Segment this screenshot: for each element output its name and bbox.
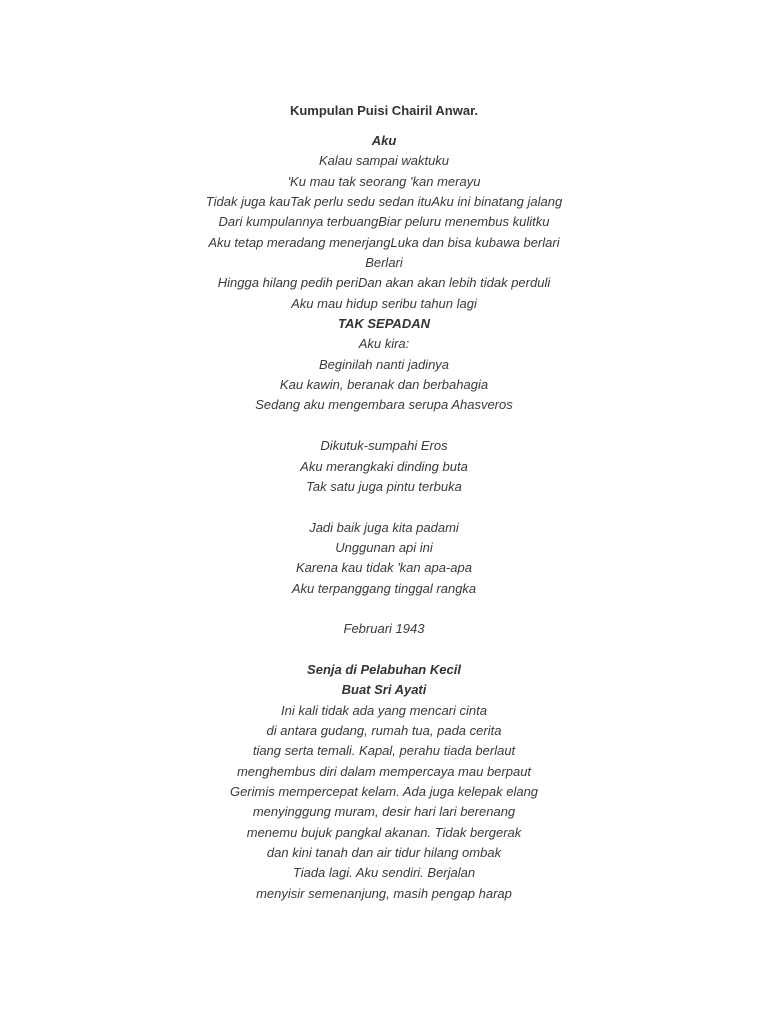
- poem-line: Beginilah nanti jadinya: [318, 356, 450, 372]
- poem-line: Hingga hilang pedih periDan akan akan lebih tidak perduli: [217, 275, 551, 291]
- poem-line: Aku kira:: [358, 336, 410, 352]
- poem-line: Kalau sampai waktuku: [318, 153, 450, 169]
- poem-line: Tak satu juga pintu terbuka: [306, 478, 462, 494]
- poem-line: Gerimis mempercepat kelam. Ada juga kelepak elang: [229, 784, 539, 799]
- poem-line: Unggunan api ini: [335, 539, 433, 555]
- poem-line: 'Ku mau tak seorang 'kan merayu: [287, 173, 481, 189]
- poem-line: Dikutuk-sumpahi Eros: [320, 438, 448, 454]
- poem-heading: Buat Sri Ayati: [341, 682, 427, 698]
- poem-line: di antara gudang, rumah tua, pada cerita: [266, 722, 502, 738]
- poem-line: Tiada lagi. Aku sendiri. Berjalan: [292, 865, 476, 881]
- blank-line: [0, 640, 768, 660]
- poem-heading: TAK SEPADAN: [338, 316, 430, 332]
- poem-line: menghembus diri dalam mempercaya mau berpaut: [236, 763, 532, 779]
- poem-line: dan kini tanah dan air tidur hilang ombak: [266, 845, 502, 861]
- poem-line: Jadi baik juga kita padami: [309, 519, 459, 535]
- document-title: Kumpulan Puisi Chairil Anwar.: [289, 103, 479, 118]
- poem-line: Aku merangkaki dinding buta: [300, 458, 468, 474]
- poem-line: Tidak juga kauTak perlu sedu sedan ituAku ini binatang jalang: [205, 194, 563, 210]
- poem-line: Aku terpanggang tinggal rangka: [291, 580, 477, 596]
- blank-line: [0, 497, 768, 517]
- poem-line: Karena kau tidak 'kan apa-apa: [296, 560, 472, 576]
- poem-line: Ini kali tidak ada yang mencari cinta: [281, 702, 487, 718]
- poem-line: menyisir semenanjung, masih pengap harap: [256, 885, 512, 901]
- poem-heading: Senja di Pelabuhan Kecil: [307, 661, 461, 677]
- blank-line: [0, 416, 768, 436]
- poem-line: Berlari: [365, 255, 403, 271]
- poem-line: Kau kawin, beranak dan berbahagia: [279, 377, 489, 393]
- poem-line: Aku mau hidup seribu tahun lagi: [291, 295, 477, 311]
- poem-line: Februari 1943: [343, 621, 425, 637]
- poem-heading: Aku: [371, 133, 397, 148]
- poem-line: menyinggung muram, desir hari lari berenang: [252, 804, 516, 820]
- poem-line: Dari kumpulannya terbuangBiar peluru menembus kulitku: [218, 214, 550, 230]
- poem-line: menemu bujuk pangkal akanan. Tidak bergerak: [246, 824, 522, 840]
- poem-body: [0, 131, 768, 904]
- blank-line: [0, 599, 768, 619]
- poem-line: Aku tetap meradang menerjangLuka dan bisa kubawa berlari: [208, 234, 560, 250]
- poem-line: Sedang aku mengembara serupa Ahasveros: [255, 397, 513, 413]
- poem-line: tiang serta temali. Kapal, perahu tiada berlaut: [252, 743, 516, 759]
